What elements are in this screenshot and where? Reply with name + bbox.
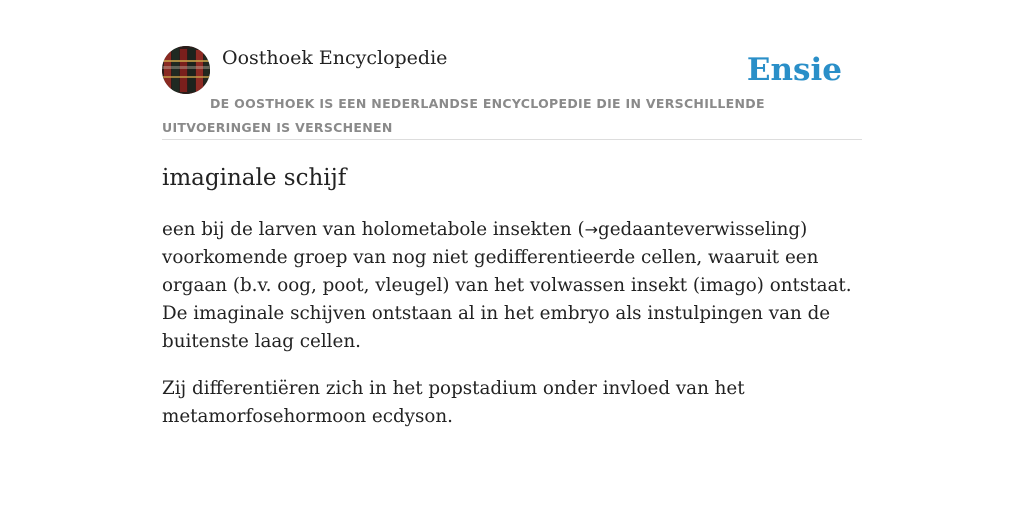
page-container: [162, 0, 862, 427]
article-title: imaginale schijf: [162, 165, 347, 191]
article-body: [162, 216, 862, 450]
article-paragraph-2: Zij differentiëren zich in het popstadium onder invloed van het metamorfosehormoon ecdyson.: [162, 378, 745, 427]
paragraph-1-text-end: ) voorkomende groep van nog niet gedifferentieerde cellen, waaruit een orgaan (b.v. oog, poot, vleugel) van het volwassen insekt (imago) ontstaat. De imaginale schijven ontstaan al in het embryo als instulpingen van de buitenste laag cellen.: [162, 219, 852, 352]
paragraph-1-text-start: een bij de larven van holometabole insekten (: [162, 219, 585, 240]
brand-logo[interactable]: Ensie: [746, 52, 842, 88]
site-header: [162, 0, 862, 140]
arrow-right-icon: →: [584, 220, 599, 239]
site-name[interactable]: Oosthoek Encyclopedie: [222, 47, 448, 69]
site-tagline: DE OOSTHOEK IS EEN NEDERLANDSE ENCYCLOPEDIE DIE IN VERSCHILLENDE UITVOERINGEN IS VERSCHENEN: [162, 96, 765, 135]
link-gedaanteverwisseling[interactable]: gedaanteverwisseling: [598, 219, 801, 240]
books-avatar-icon[interactable]: [162, 46, 210, 94]
article-paragraph-1: [162, 216, 862, 356]
